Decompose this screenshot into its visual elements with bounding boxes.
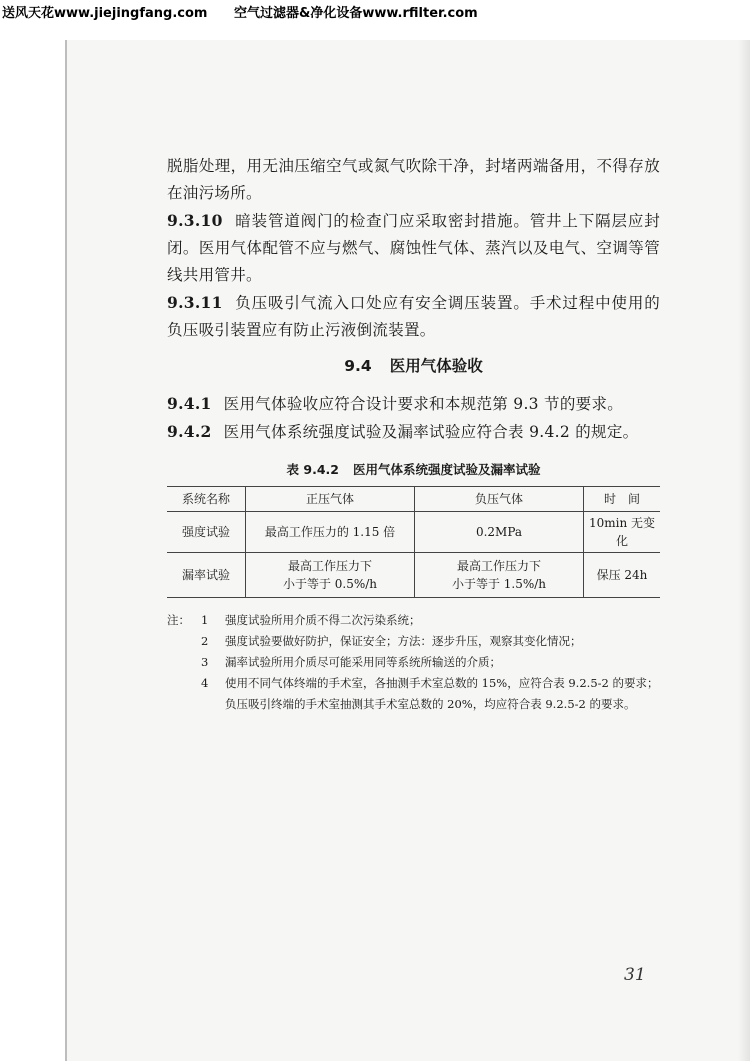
cell-line: 最高工作压力下 [287,559,372,573]
table-caption [167,460,660,478]
section-heading [167,352,660,380]
header-right-link[interactable]: 空气过滤器&净化设备www.rfilter.com [234,6,478,21]
cell-line: 最高工作压力下 [456,559,541,573]
clause-text: 暗装管道阀门的检查门应采取密封措施。管井上下隔层应封闭。医用气体配管不应与燃气、腐蚀性气体、蒸汽以及电气、空调等管线共用管井。 [167,212,660,284]
note-text: 强度试验所用介质不得二次污染系统； [225,613,421,627]
clause-text: 医用气体系统强度试验及漏率试验应符合表 9.4.2 的规定。 [223,423,639,441]
note-item [167,631,660,652]
clause-number: 9.3.11 [167,293,223,312]
table-number: 表 9.4.2 [286,462,339,477]
scanned-page [65,40,750,1061]
clause-9-3-10 [167,207,660,289]
clause-number: 9.4.2 [167,422,212,441]
clause-9-4-2 [167,418,660,446]
notes-lead: 注： [167,613,190,627]
header-cell: 时 间 [584,487,661,512]
note-number: 1 [201,613,209,627]
table-cell: 漏率试验 [167,553,246,598]
note-number: 4 [201,676,209,690]
note-item [167,652,660,673]
cell-line: 小于等于 1.5%/h [451,577,547,591]
note-number: 2 [201,634,209,648]
gas-test-table [167,486,660,598]
note-text: 使用不同气体终端的手术室，各抽测手术室总数的 15%，应符合表 9.2.5-2 的要求；负压吸引终端的手术室抽测其手术室总数的 20%，均应符合表 9.2.5-2 的要求。 [225,676,659,711]
table-cell [415,553,584,598]
table-cell: 最高工作压力的 1.15 倍 [246,512,415,553]
clause-9-3-11 [167,289,660,344]
table-cell [246,553,415,598]
table-header-row [167,487,660,512]
header-cell: 系统名称 [167,487,246,512]
note-number: 3 [201,655,209,669]
note-text: 漏率试验所用介质尽可能采用同等系统所输送的介质； [225,655,501,669]
note-text: 强度试验要做好防护，保证安全；方法：逐步升压，观察其变化情况； [225,634,582,648]
site-header [0,0,750,22]
table-row [167,512,660,553]
table-cell: 强度试验 [167,512,246,553]
table-title-text: 医用气体系统强度试验及漏率试验 [352,462,541,477]
section-number: 9.4 [344,357,372,375]
continuation-paragraph: 脱脂处理，用无油压缩空气或氮气吹除干净，封堵两端备用，不得存放在油污场所。 [167,157,660,202]
page-content [167,153,660,715]
clause-text: 负压吸引气流入口处应有安全调压装置。手术过程中使用的负压吸引装置应有防止污液倒流装置。 [167,294,660,339]
note-item [167,610,660,631]
table-cell: 10min 无变化 [584,512,661,553]
table-notes [167,610,660,715]
header-cell: 正压气体 [246,487,415,512]
clause-text: 医用气体验收应符合设计要求和本规范第 9.3 节的要求。 [223,395,624,413]
clause-number: 9.4.1 [167,394,212,413]
note-item [167,673,660,715]
clause-number: 9.3.10 [167,211,223,230]
table-row [167,553,660,598]
table-cell: 0.2MPa [415,512,584,553]
header-cell: 负压气体 [415,487,584,512]
cell-line: 小于等于 0.5%/h [282,577,378,591]
section-title-text: 医用气体验收 [389,357,483,375]
header-left-link[interactable]: 送风天花www.jiejingfang.com [2,6,208,21]
table-cell: 保压 24h [584,553,661,598]
page-number: 31 [624,965,646,985]
clause-9-4-1 [167,390,660,418]
